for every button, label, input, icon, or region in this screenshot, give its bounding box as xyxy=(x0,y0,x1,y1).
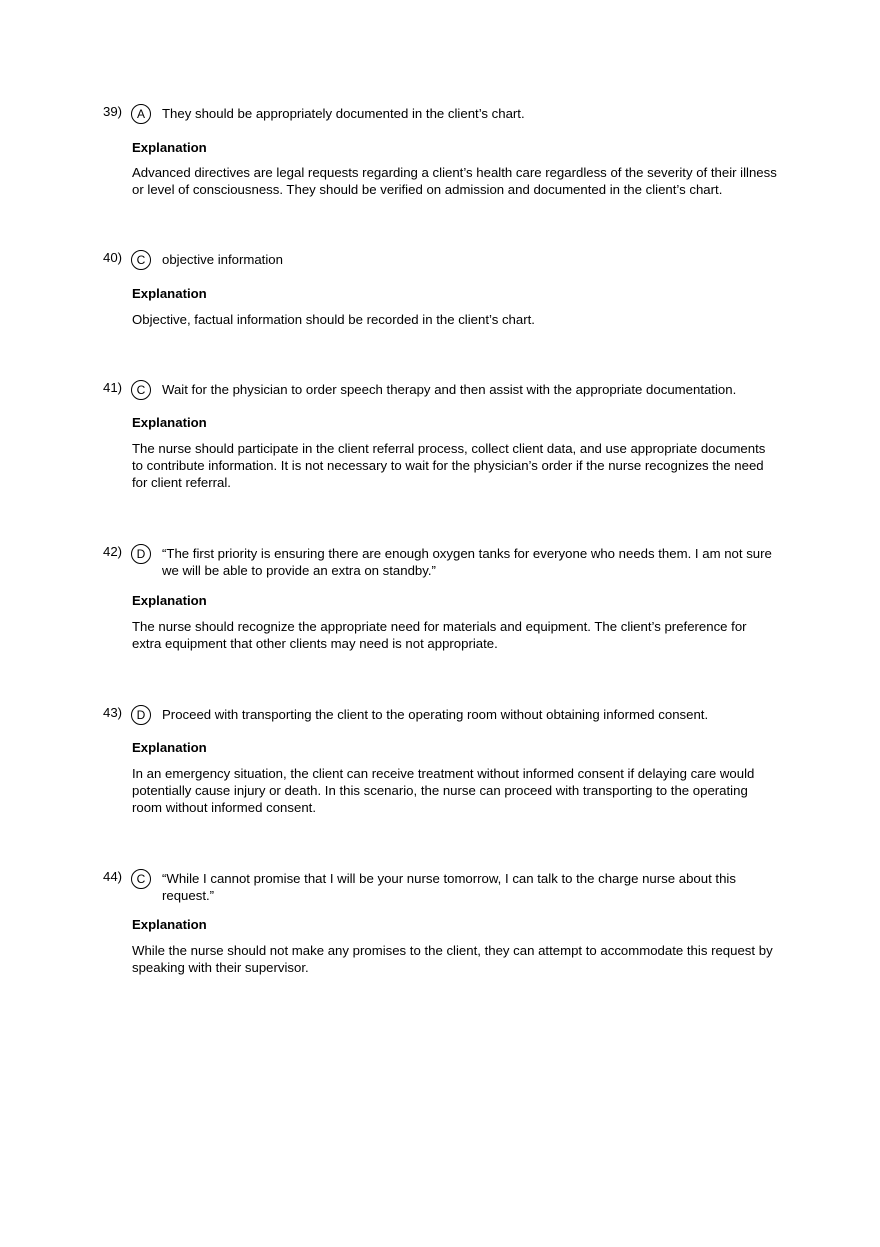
question-number: 39) xyxy=(103,104,123,119)
answer-letter-badge: A xyxy=(131,104,151,124)
question-number: 43) xyxy=(103,705,123,720)
answer-text: They should be appropriately documented in the client’s chart. xyxy=(162,106,525,121)
question-number: 40) xyxy=(103,250,123,265)
answer-text: “The first priority is ensuring there are enough oxygen tanks for everyone who needs them. I am not sure we will be able to provide an extra on standby.” xyxy=(162,546,772,579)
answer-text: Proceed with transporting the client to the operating room without obtaining informed consent. xyxy=(162,707,709,722)
answer-letter-badge: D xyxy=(131,705,151,725)
answer-text: Wait for the physician to order speech therapy and then assist with the appropriate documentation. xyxy=(162,382,737,397)
explanation-heading: Explanation xyxy=(132,415,207,430)
explanation-text: The nurse should participate in the client referral process, collect client data, and use appropriate documents to contribute information. It is not necessary to wait for the physician’s order if the nurse recognizes the need for client referral. xyxy=(132,441,766,491)
explanation-text: While the nurse should not make any promises to the client, they can attempt to accommodate this request by speaking with their supervisor. xyxy=(132,943,773,976)
explanation-heading: Explanation xyxy=(132,593,207,608)
answer-letter-badge: D xyxy=(131,544,151,564)
explanation-text: The nurse should recognize the appropriate need for materials and equipment. The client’s preference for extra equipment that other clients may need is not appropriate. xyxy=(132,619,747,652)
answer-letter-badge: C xyxy=(131,250,151,270)
explanation-heading: Explanation xyxy=(132,286,207,301)
answer-text: “While I cannot promise that I will be your nurse tomorrow, I can talk to the charge nurse about this request.” xyxy=(162,871,736,904)
explanation-text: Advanced directives are legal requests regarding a client’s health care regardless of the severity of their illness or level of consciousness. They should be verified on admission and documented in the client’s chart. xyxy=(132,165,777,198)
answer-letter-badge: C xyxy=(131,869,151,889)
explanation-heading: Explanation xyxy=(132,740,207,755)
answer-letter-badge: C xyxy=(131,380,151,400)
answer-text: objective information xyxy=(162,252,283,267)
question-number: 44) xyxy=(103,869,123,884)
explanation-heading: Explanation xyxy=(132,140,207,155)
explanation-heading: Explanation xyxy=(132,917,207,932)
question-number: 41) xyxy=(103,380,123,395)
question-number: 42) xyxy=(103,544,123,559)
explanation-text: In an emergency situation, the client can receive treatment without informed consent if delaying care would potentially cause injury or death. In this scenario, the nurse can proceed with transporting to the operating room without informed consent. xyxy=(132,766,755,816)
explanation-text: Objective, factual information should be recorded in the client’s chart. xyxy=(132,312,535,327)
